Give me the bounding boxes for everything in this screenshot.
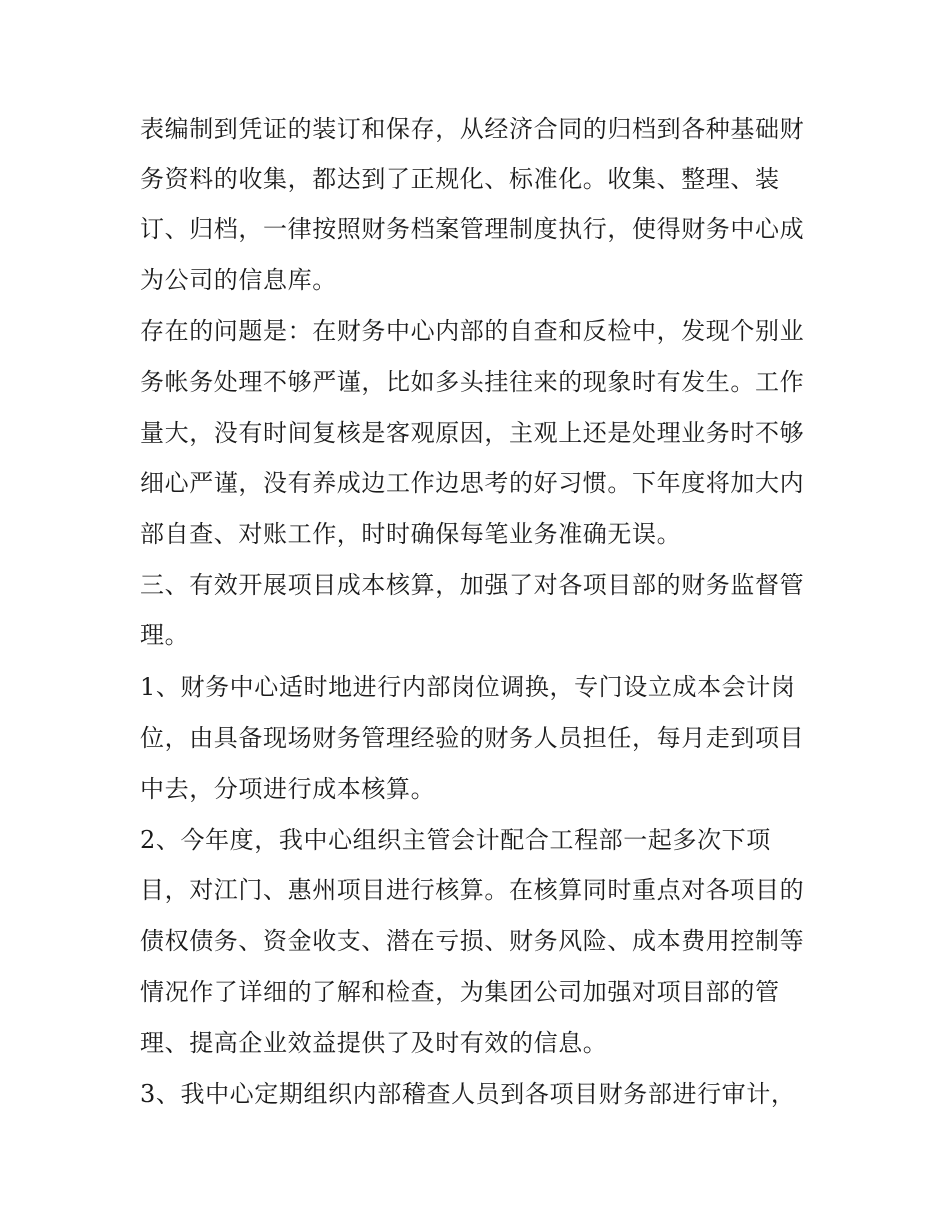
text-line: 量大，没有时间复核是客观原因，主观上还是处理业务时不够 — [140, 419, 805, 447]
text-line: 部自查、对账工作，时时确保每笔业务准确无误。 — [140, 520, 682, 548]
text-line: 位，由具备现场财务管理经验的财务人员担任，每月走到项目 — [140, 724, 805, 752]
text-line: 为公司的信息库。 — [140, 266, 337, 294]
text-line: 存在的问题是：在财务中心内部的自查和反检中，发现个别业 — [140, 317, 805, 345]
text-line: 表编制到凭证的装订和保存，从经济合同的归档到各种基础财 — [140, 115, 805, 143]
text-line: 理、提高企业效益提供了及时有效的信息。 — [140, 1029, 608, 1057]
text-line: 债权债务、资金收支、潜在亏损、财务风险、成本费用控制等 — [140, 927, 805, 955]
text-line: 3、我中心定期组织内部稽查人员到各项目财务部进行审计， — [140, 1080, 796, 1108]
text-line: 细心严谨，没有养成边工作边思考的好习惯。下年度将加大内 — [140, 469, 805, 497]
text-line: 情况作了详细的了解和检查，为集团公司加强对项目部的管 — [140, 978, 780, 1006]
text-line: 2、今年度，我中心组织主管会计配合工程部一起多次下项 — [140, 826, 771, 854]
text-line: 三、有效开展项目成本核算，加强了对各项目部的财务监督管 — [140, 571, 805, 599]
text-line: 目，对江门、惠州项目进行核算。在核算同时重点对各项目的 — [140, 876, 805, 904]
text-line: 务帐务处理不够严谨，比如多头挂往来的现象时有发生。工作 — [140, 368, 805, 396]
text-line: 理。 — [140, 621, 190, 649]
text-line: 务资料的收集，都达到了正规化、标准化。收集、整理、装 — [140, 165, 780, 193]
text-line: 中去，分项进行成本核算。 — [140, 775, 436, 803]
text-line: 订、归档，一律按照财务档案管理制度执行，使得财务中心成 — [140, 215, 805, 243]
text-line: 1、财务中心适时地进行内部岗位调换，专门设立成本会计岗 — [140, 673, 796, 701]
